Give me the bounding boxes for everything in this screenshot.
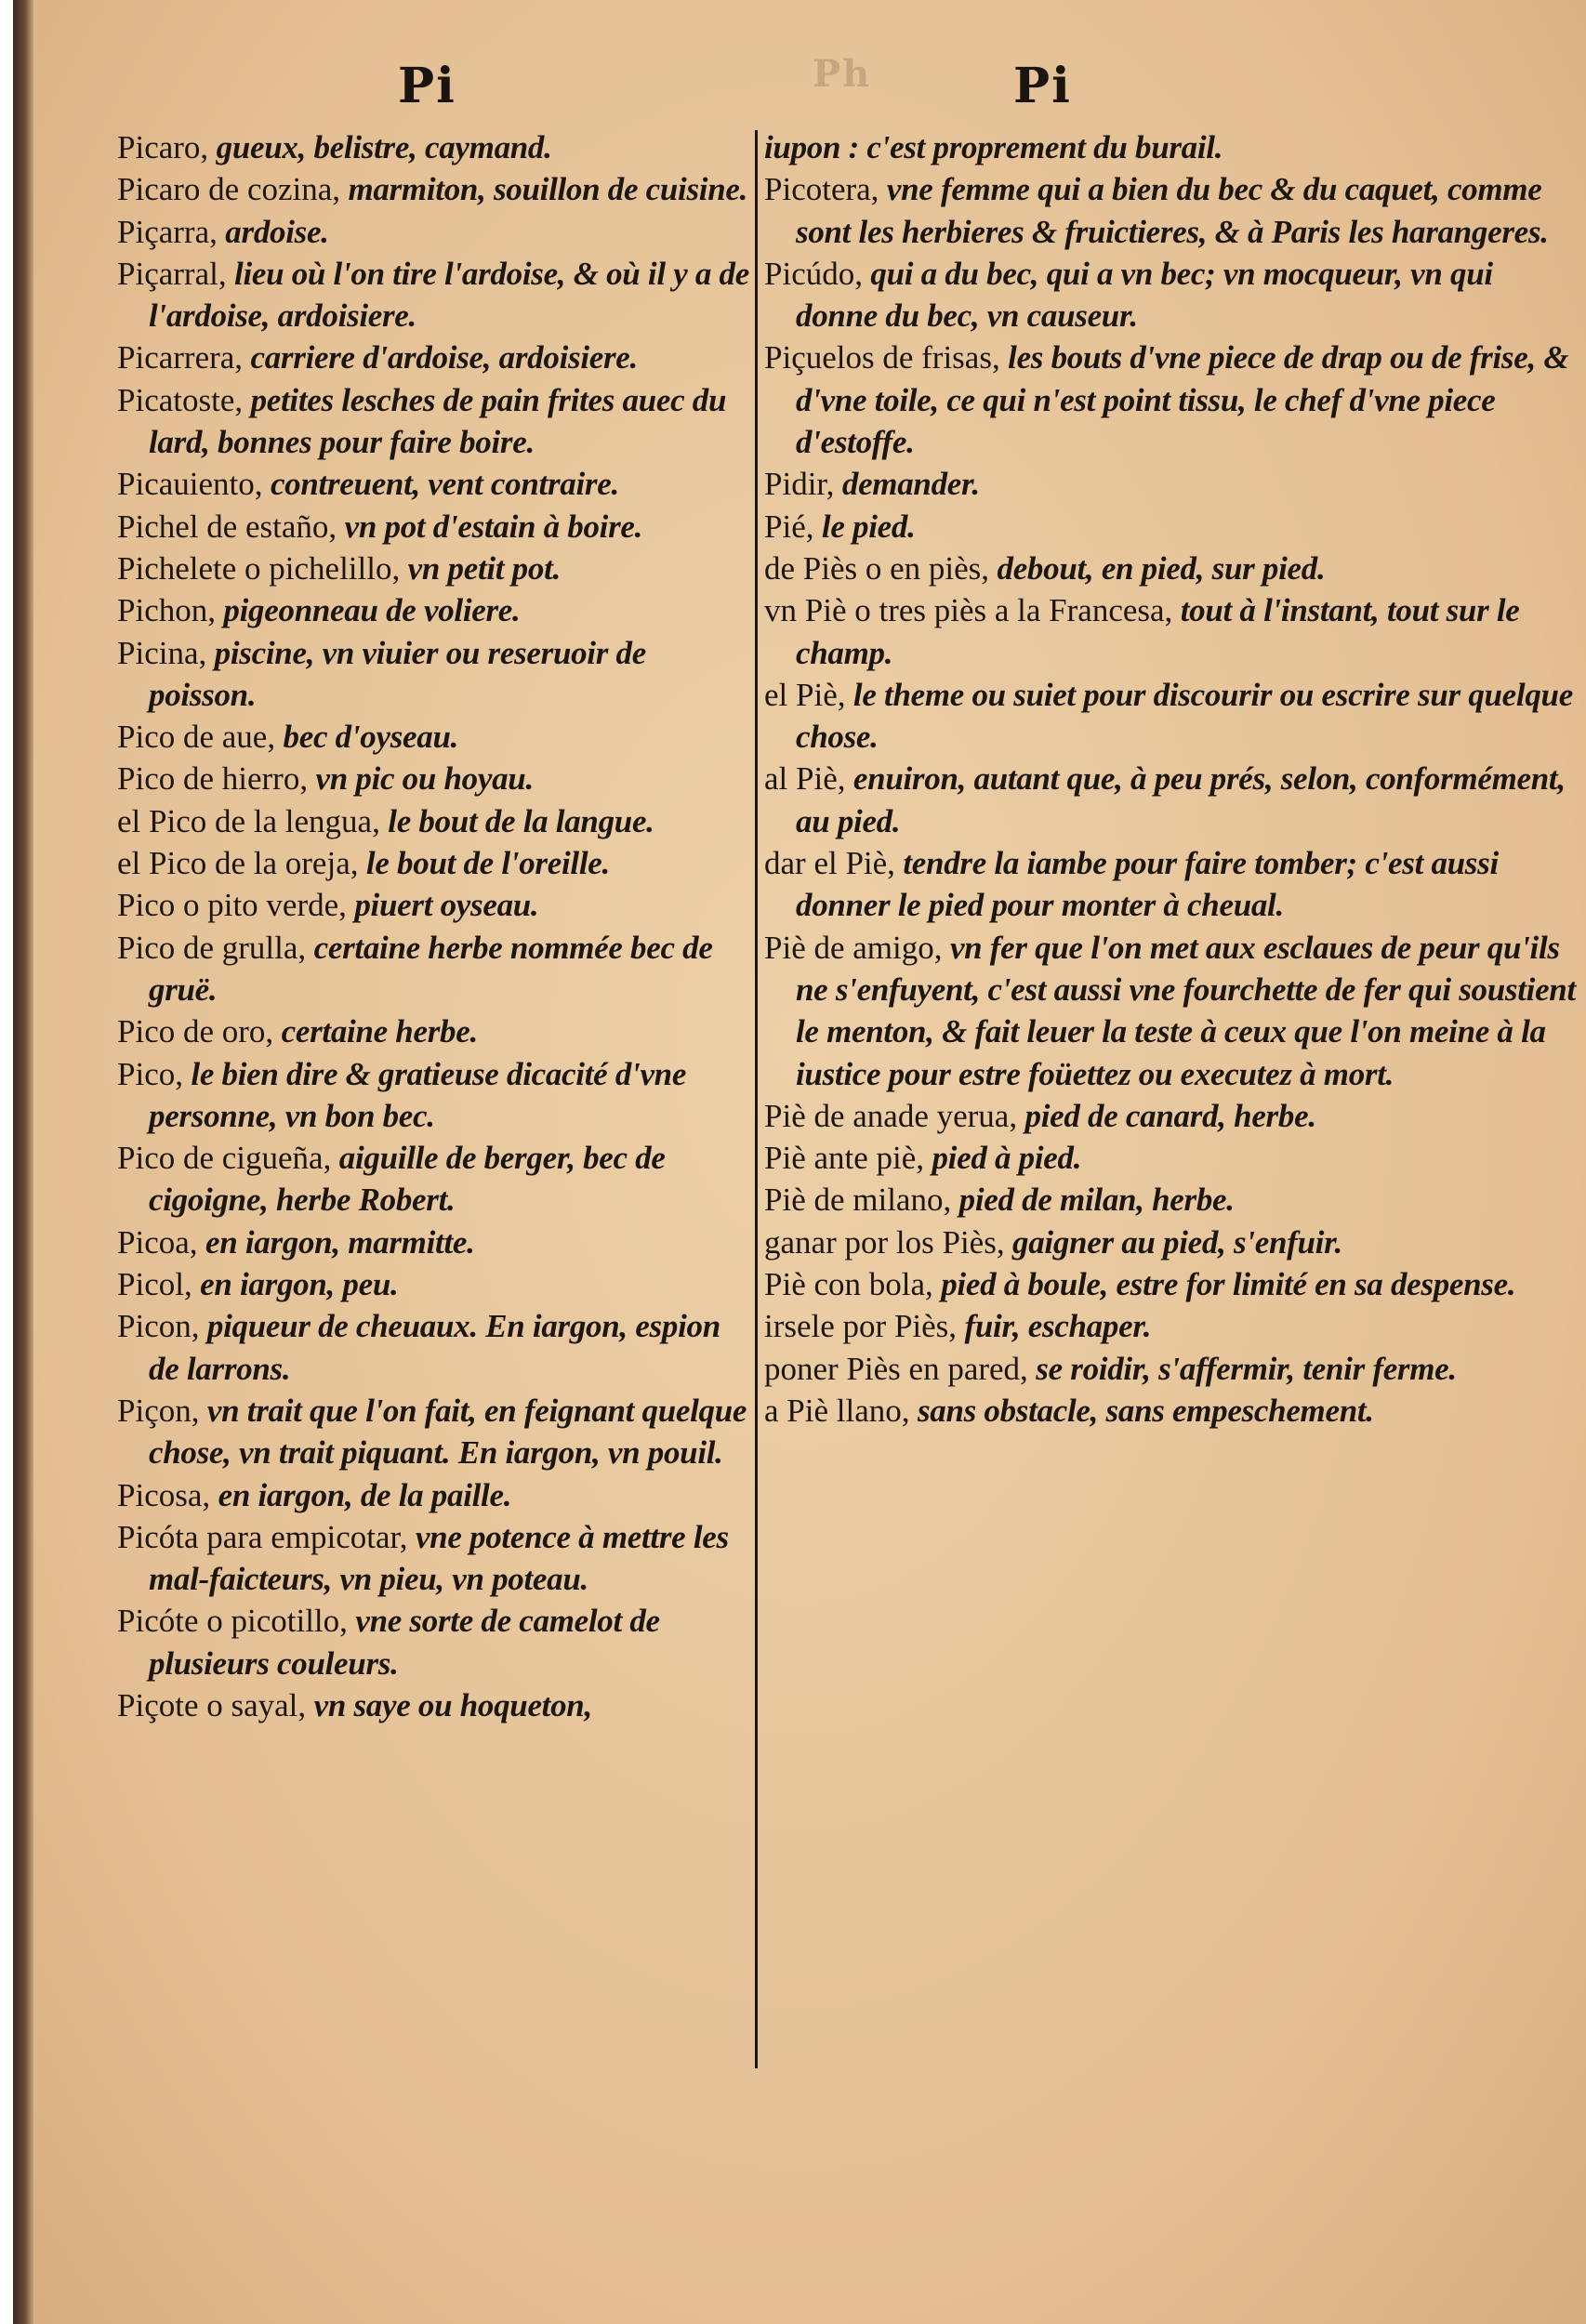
bleed-through-header: Ph (813, 52, 872, 96)
dictionary-entry (117, 1010, 749, 1052)
dictionary-entry (117, 716, 749, 758)
entry-headword: Pico de cigueña, (117, 1140, 332, 1177)
dictionary-entry (117, 506, 749, 548)
entry-headword: Piè ante piè, (764, 1140, 925, 1177)
dictionary-entry (117, 1600, 749, 1684)
entry-headword: Pico de aue, (117, 719, 276, 756)
entry-headword: de Piès o en piès, (764, 549, 990, 587)
entry-headword: Picina, (117, 634, 207, 671)
dictionary-entry (764, 463, 1582, 505)
entry-headword: el Pico de la lengua, (117, 802, 380, 839)
entry-headword: Picaro de cozina, (117, 171, 341, 208)
dictionary-entry (764, 1221, 1582, 1263)
entry-definition: pied de canard, herbe. (1017, 1097, 1316, 1134)
dictionary-entry (764, 1095, 1582, 1137)
entry-headword: irsele por Piès, (764, 1308, 958, 1345)
dictionary-entry (117, 126, 749, 168)
entry-definition: vne potence à mettre les mal-faicteurs, vn pieu, vn poteau. (149, 1518, 729, 1598)
dictionary-entry (117, 1305, 749, 1390)
entry-definition: contreuent, vent contraire. (262, 466, 619, 503)
dictionary-entry (764, 337, 1582, 463)
entry-headword: Pidir, (764, 466, 835, 503)
entry-headword: Picóta para empicotar, (117, 1518, 408, 1555)
entry-headword: Pico, (117, 1055, 183, 1092)
entry-definition: vn pic ou hoyau. (308, 760, 534, 798)
scanned-page (13, 0, 1586, 2324)
entry-headword: Picúdo, (764, 255, 863, 292)
entry-headword: poner Piès en pared, (764, 1350, 1028, 1387)
entry-headword: Picosa, (117, 1476, 211, 1513)
entry-definition: demander. (834, 466, 980, 503)
entry-definition: piuert oyseau. (346, 887, 539, 924)
entry-definition: en iargon, marmitte. (197, 1223, 475, 1261)
entry-definition: iupon : c'est proprement du burail. (764, 129, 1223, 165)
entry-headword: a Piè llano, (764, 1392, 910, 1429)
dictionary-entry (764, 842, 1582, 927)
dictionary-entry (117, 253, 749, 337)
dictionary-entry (117, 337, 749, 378)
entry-headword: Pichon, (117, 592, 216, 629)
entry-definition: vne sorte de camelot de plusieurs couleurs. (149, 1603, 660, 1682)
entry-headword: Piçarra, (117, 213, 218, 250)
entry-definition: enuiron, autant que, à peu prés, selon, conformément, au pied. (796, 760, 1566, 839)
entry-definition: pigeonneau de voliere. (215, 592, 521, 629)
entry-headword: Picoa, (117, 1223, 198, 1261)
entry-definition: tendre la iambe pour faire tomber; c'est aussi donner le pied pour monter à cheual. (796, 845, 1499, 924)
dictionary-entry (117, 1263, 749, 1305)
dictionary-entry (764, 1263, 1582, 1305)
entry-definition: vn saye ou hoqueton, (306, 1686, 592, 1723)
dictionary-entry (764, 1137, 1582, 1179)
dictionary-entry (117, 379, 749, 464)
entry-definition: le bout de la langue. (379, 802, 654, 839)
left-column-header: Pi (398, 58, 456, 114)
entry-definition: le pied. (813, 508, 916, 545)
entry-definition: gaigner au pied, s'enfuir. (1004, 1223, 1342, 1261)
entry-headword: Piè de amigo, (764, 929, 943, 966)
entry-definition: en iargon, de la paille. (210, 1476, 512, 1513)
book-spine (13, 0, 33, 2324)
dictionary-entry (764, 1390, 1582, 1432)
entry-headword: Picon, (117, 1308, 200, 1345)
entry-headword: Pico de oro, (117, 1013, 274, 1050)
dictionary-entry (117, 632, 749, 717)
entry-headword: Picotera, (764, 171, 879, 208)
entry-headword: el Piè, (764, 676, 846, 713)
dictionary-entry (764, 506, 1582, 548)
entry-headword: Pico de hierro, (117, 760, 309, 798)
dictionary-entry (117, 927, 749, 1011)
dictionary-entry (764, 927, 1582, 1095)
dictionary-entry (117, 1474, 749, 1516)
dictionary-entry (117, 1053, 749, 1138)
dictionary-entry (764, 589, 1582, 674)
right-column-header: Pi (1013, 58, 1072, 114)
entry-definition: pied à pied. (924, 1140, 1082, 1177)
entry-headword: Picóte o picotillo, (117, 1603, 348, 1640)
entry-definition: fuir, eschaper. (957, 1308, 1152, 1345)
entry-definition: en iargon, peu. (192, 1266, 399, 1303)
dictionary-entry (764, 674, 1582, 759)
entry-definition: vn fer que l'on met aux esclaues de peur qu'ils ne s'enfuyent, c'est aussi vne fourchette de fer qui soustient le menton, & fait leuer la teste à ceux que l'on meine à la iustice pour estre foüettez ou executez à mort. (796, 929, 1576, 1092)
entry-headword: Piçon, (117, 1392, 200, 1429)
entry-headword: ganar por los Piès, (764, 1223, 1005, 1261)
dictionary-entry (764, 126, 1582, 168)
dictionary-entry (117, 211, 749, 253)
entry-headword: dar el Piè, (764, 845, 895, 882)
entry-definition: lieu où l'on tire l'ardoise, & où il y a de l'ardoise, ardoisiere. (149, 255, 749, 335)
dictionary-entry (764, 1305, 1582, 1347)
entry-headword: Piçote o sayal, (117, 1686, 307, 1723)
entry-definition: aiguille de berger, bec de cigoigne, herbe Robert. (149, 1140, 666, 1219)
dictionary-entry (764, 758, 1582, 842)
entry-headword: Picauiento, (117, 466, 263, 503)
entry-definition: le theme ou suiet pour discourir ou escrire sur quelque chose. (796, 676, 1573, 756)
entry-headword: Piè de anade yerua, (764, 1097, 1018, 1134)
entry-headword: vn Piè o tres piès a la Francesa, (764, 592, 1173, 629)
entry-definition: vn petit pot. (400, 549, 561, 587)
entry-definition: vne femme qui a bien du bec & du caquet, comme sont les herbieres & fruictieres, & à Paris les harangeres. (796, 171, 1549, 250)
entry-headword: Piçuelos de frisas, (764, 339, 1000, 376)
entry-headword: Pié, (764, 508, 814, 545)
entry-definition: bec d'oyseau. (275, 719, 459, 756)
entry-headword: al Piè, (764, 760, 846, 798)
entry-definition: carriere d'ardoise, ardoisiere. (243, 339, 638, 376)
dictionary-entry (117, 589, 749, 631)
column-divider (755, 130, 758, 2068)
entry-definition: qui a du bec, qui a vn bec; vn mocqueur, vn qui donne du bec, vn causeur. (796, 255, 1493, 335)
dictionary-entry (764, 548, 1582, 589)
entry-definition: petites lesches de pain frites auec du lard, bonnes pour faire boire. (149, 381, 727, 461)
dictionary-entry (764, 1179, 1582, 1221)
entry-definition: sans obstacle, sans empeschement. (909, 1392, 1374, 1429)
dictionary-entry (117, 1390, 749, 1474)
entry-definition: pied à boule, estre for limité en sa despense. (932, 1266, 1516, 1303)
dictionary-entry (117, 1137, 749, 1221)
entry-definition: les bouts d'vne piece de drap ou de frise, & d'vne toile, ce qui n'est point tissu, le chef d'vne piece d'estoffe. (796, 339, 1569, 461)
entry-definition: certaine herbe nommée bec de gruë. (149, 929, 713, 1008)
dictionary-entry (117, 168, 749, 210)
entry-definition: se roidir, s'affermir, tenir ferme. (1027, 1350, 1457, 1387)
dictionary-entry (117, 1684, 749, 1726)
entry-definition: debout, en pied, sur pied. (989, 549, 1326, 587)
dictionary-entry (117, 842, 749, 884)
dictionary-entry (117, 1221, 749, 1263)
entry-headword: Picaro, (117, 129, 209, 165)
dictionary-entry (117, 548, 749, 589)
entry-definition: certaine herbe. (273, 1013, 478, 1050)
left-column (117, 126, 749, 1726)
dictionary-entry (117, 463, 749, 505)
entry-headword: Pico de grulla, (117, 929, 307, 966)
entry-definition: piqueur de cheuaux. En iargon, espion de larrons. (149, 1308, 720, 1387)
entry-definition: gueux, belistre, caymand. (208, 129, 552, 165)
entry-definition: tout à l'instant, tout sur le champ. (796, 592, 1520, 671)
dictionary-entry (117, 758, 749, 799)
entry-definition: ardoise. (217, 213, 329, 250)
right-column (764, 126, 1582, 1432)
entry-headword: Pichel de estaño, (117, 508, 337, 545)
entry-headword: Piè de milano, (764, 1182, 952, 1219)
entry-headword: Picatoste, (117, 381, 244, 418)
entry-definition: vn pot d'estain à boire. (337, 508, 643, 545)
dictionary-entry (117, 884, 749, 926)
dictionary-entry (764, 1348, 1582, 1390)
entry-definition: vn trait que l'on fait, en feignant quelque chose, vn trait piquant. En iargon, vn pouil. (149, 1392, 747, 1472)
dictionary-entry (764, 168, 1582, 253)
entry-headword: Pico o pito verde, (117, 887, 347, 924)
entry-definition: pied de milan, herbe. (951, 1182, 1235, 1219)
entry-definition: le bout de l'oreille. (358, 845, 610, 882)
entry-headword: el Pico de la oreja, (117, 845, 359, 882)
dictionary-entry (117, 1516, 749, 1601)
entry-headword: Pichelete o pichelillo, (117, 549, 401, 587)
entry-headword: Picarrera, (117, 339, 244, 376)
entry-definition: piscine, vn viuier ou reseruoir de poisson. (149, 634, 646, 713)
entry-headword: Picol, (117, 1266, 192, 1303)
entry-definition: le bien dire & gratieuse dicacité d'vne personne, vn bon bec. (149, 1055, 687, 1134)
dictionary-entry (764, 253, 1582, 337)
entry-headword: Piçarral, (117, 255, 227, 292)
entry-headword: Piè con bola, (764, 1266, 933, 1303)
entry-definition: marmiton, souillon de cuisine. (340, 171, 748, 208)
dictionary-entry (117, 800, 749, 842)
